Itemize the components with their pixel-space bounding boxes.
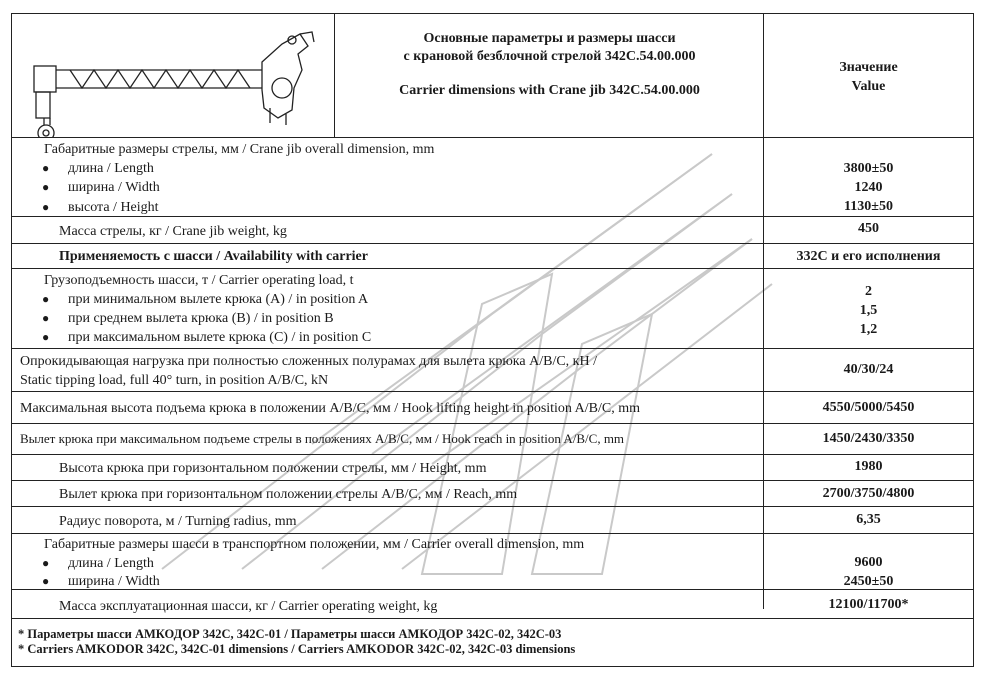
bullet: ●	[42, 180, 50, 194]
row-label: Масса стрелы, кг / Crane jib weight, kg	[59, 224, 287, 239]
row-label: Радиус поворота, м / Turning radius, mm	[59, 514, 297, 529]
row-value: 1240	[854, 180, 883, 195]
bullet: ●	[42, 330, 50, 344]
row-value: 332С и его исполнения	[796, 249, 941, 264]
list-item: при максимальном вылете крюка (С) / in position C	[68, 330, 372, 345]
row-label: Грузоподъемность шасси, т / Carrier operating load, t	[44, 273, 354, 288]
row-label: Опрокидывающая нагрузка при полностью сложенных полурамах для вылета крюка А/В/С, кН /	[20, 354, 597, 369]
row-value: 2	[865, 284, 872, 299]
crane-jib-drawing-icon	[30, 28, 315, 138]
row-value: 2700/3750/4800	[822, 486, 915, 501]
row-label: Высота крюка при горизонтальном положении стрелы, мм / Height, mm	[59, 461, 487, 476]
row-value: 12100/11700*	[828, 597, 909, 612]
footnote-line-2: * Carriers AMKODOR 342C, 342C-01 dimensions / Carriers AMKODOR 342C-02, 342C-03 dimensions	[18, 642, 576, 656]
row-value: 1980	[854, 459, 883, 474]
row-divider	[12, 243, 973, 244]
row-label: Максимальная высота подъема крюка в положении А/В/С, мм / Hook lifting height in position A/B/C, mm	[20, 401, 641, 416]
row-value: 1450/2430/3350	[822, 431, 915, 446]
row-value: 6,35	[856, 512, 881, 527]
list-item: высота / Height	[68, 200, 159, 215]
row-label: Вылет крюка при горизонтальном положении стрелы А/В/С, мм / Reach, mm	[59, 487, 518, 502]
row-value: 450	[858, 221, 879, 236]
row-value: 3800±50	[843, 161, 894, 176]
row-divider	[12, 348, 973, 349]
list-item: длина / Length	[68, 161, 154, 176]
row-value: 40/30/24	[843, 362, 894, 377]
bullet: ●	[42, 292, 50, 306]
value-header-ru: Значение	[839, 60, 898, 75]
row-value: 1130±50	[844, 199, 893, 214]
title-ru-line-2: с крановой безблочной стрелой 342С.54.00.000	[403, 49, 696, 64]
row-label: Вылет крюка при максимальном подъеме стрелы в положениях А/В/С, мм / Hook reach in position A/B/C, mm	[20, 431, 625, 446]
list-item: ширина / Width	[68, 574, 160, 589]
table-title	[335, 30, 764, 100]
row-value: 9600	[854, 555, 883, 570]
title-ru-line-1: Основные параметры и размеры шасси	[423, 31, 676, 46]
title-en: Carrier dimensions with Crane jib 342C.54.00.000	[399, 83, 700, 98]
row-value: 4550/5000/5450	[822, 400, 915, 415]
value-column-header	[764, 58, 973, 96]
row-label: Габаритные размеры стрелы, мм / Crane jib overall dimension, mm	[44, 142, 435, 157]
row-value: 2450±50	[843, 574, 894, 589]
list-item: длина / Length	[68, 556, 154, 571]
list-item: при минимальном вылете крюка (А) / in position A	[68, 292, 369, 307]
list-item: при среднем вылета крюка (В) / in position B	[68, 311, 334, 326]
row-divider	[12, 423, 973, 424]
bullet: ●	[42, 556, 50, 570]
row-label: Масса эксплуатационная шасси, кг / Carrier operating weight, kg	[59, 599, 438, 614]
bullet: ●	[42, 161, 50, 175]
value-header-en: Value	[851, 79, 886, 94]
bullet: ●	[42, 200, 50, 214]
row-divider	[12, 268, 973, 269]
row-label: Габаритные размеры шасси в транспортном положении, мм / Carrier overall dimension, mm	[44, 537, 585, 552]
spec-table	[11, 13, 974, 667]
row-divider	[12, 506, 973, 507]
row-divider	[12, 533, 973, 534]
row-divider	[12, 480, 973, 481]
row-value: 1,2	[859, 322, 878, 337]
row-label: Static tipping load, full 40° turn, in position A/B/C, kN	[20, 373, 329, 388]
footnote-line-1: * Параметры шасси АМКОДОР 342С, 342С-01 / Параметры шасси АМКОДОР 342С-02, 342С-03	[18, 627, 562, 641]
list-item: ширина / Width	[68, 180, 160, 195]
row-label: Применяемость с шасси / Availability with carrier	[59, 249, 368, 264]
row-value: 1,5	[859, 303, 878, 318]
row-divider	[12, 618, 973, 619]
bullet: ●	[42, 574, 50, 588]
row-divider	[12, 454, 973, 455]
row-divider	[12, 391, 973, 392]
bullet: ●	[42, 311, 50, 325]
